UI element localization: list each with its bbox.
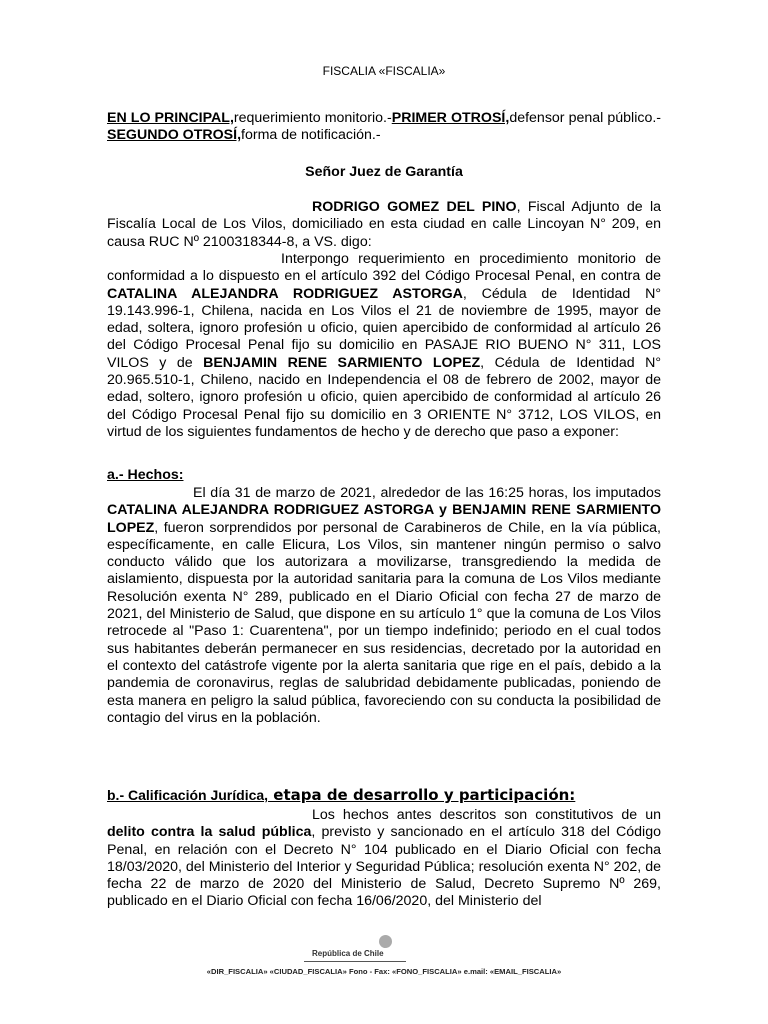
section-a-paragraph [107, 485, 661, 727]
calificacion-text-1: Los hechos antes descritos son constitutivos de un [312, 807, 661, 823]
otrosi2-label: SEGUNDO OTROSÍ, [107, 127, 242, 144]
hechos-text-2: , fueron sorprendidos por personal de Carabineros de Chile, en la vía pública, específicamente, en calle Elicura, Los Vilos, sin mantener ningún permiso o salvo conducto válido que los autorizara a movilizarse, transgrediendo la medida de aislamiento, dispuesta por la autoridad sanitaria para la comuna de Los Vilos mediante Resolución exenta N° 289, publicado en el Diario Oficial con fecha 27 de marzo de 2021, del Ministerio de Salud, que dispone en su artículo 1° que la comuna de Los Vilos retrocede al "Paso 1: Cuarentena", por un tiempo indefinido; periodo en el cual todos sus habitantes deberán permanecer en sus residencias, decretado por la autoridad en el contexto del catástrofe vigente por la alerta sanitaria que rige en el país, debido a la pandemia de coronavirus, reglas de salubridad debidamente publicadas, poniendo de esta manera en peligro la salud pública, favoreciendo con su conducta la posibilidad de contagio del virus en la población. [107, 519, 661, 726]
hechos-heading: a.- Hechos: [107, 467, 184, 483]
calificacion-text-2: , previsto y sancionado en el artículo 318 del Código Penal, en relación con el Decreto N° 104 publicado en el Diario Oficial con fecha 18/03/2020, del Ministerio del Interior y Seguridad Pública; resolución exenta N° 202, de fecha 22 de marzo de 2020 del Ministerio de Salud, Decreto Supremo Nº 269, publicado en el Diario Oficial con fecha 16/06/2020, del Ministerio del [107, 824, 661, 910]
prosecutor-name: RODRIGO GOMEZ DEL PINO [312, 199, 517, 215]
section-b-heading [107, 786, 661, 804]
accused-2-name: BENJAMIN RENE SARMIENTO LOPEZ [203, 354, 481, 371]
footer-address: «DIR_FISCALIA» «CIUDAD_FISCALIA» Fono - Fax: «FONO_FISCALIA» e.mail: «EMAIL_FISCALIA» [206, 967, 562, 976]
hechos-text-1: El día 31 de marzo de 2021, alrededor de las 16:25 horas, los imputados [193, 485, 661, 501]
petition-paragraph [107, 251, 661, 441]
footer-divider [304, 961, 406, 962]
etapa-heading: etapa de desarrollo y participación: [268, 786, 576, 804]
section-a-heading [107, 467, 661, 484]
otrosi1-label: PRIMER OTROSÍ, [391, 110, 510, 126]
hechos-names: CATALINA ALEJANDRA RODRIGUEZ ASTORGA y BENJAMIN RENE SARMIENTO LOPEZ [107, 502, 661, 536]
principal-text: requerimiento monitorio.- [233, 110, 392, 126]
republica-logo [312, 935, 402, 963]
otrosi1-text: defensor penal público.- [509, 110, 661, 126]
intro-text: , Fiscal Adjunto de la Fiscalía Local de Los Vilos, domiciliado en esta ciudad en calle Lincoyan N° 209, en causa RUC Nº 2100318344-8, a VS. digo: [107, 199, 662, 250]
accused-1-name: CATALINA ALEJANDRA RODRIGUEZ ASTORGA [107, 285, 463, 302]
petition-text-1: Interpongo requerimiento en procedimiento monitorio de conformidad a lo dispuesto en el artículo 392 del Código Procesal Penal, en contra de [107, 251, 661, 285]
petition-text-3: , Cédula de Identidad N° 20.965.510-1, Chileno, nacido en Independencia el 08 de febrero de 2002, mayor de edad, soltero, ignoro profesión u oficio, quien apercibido de conformidad al artículo 26 del Código Procesal Penal fijo su domicilio en 3 ORIENTE N° 3712, LOS VILOS, en virtud de los siguientes fundamentos de hecho y de derecho que paso a exponer: [107, 354, 661, 440]
logo-text: República de Chile [312, 949, 384, 958]
petition-text-2: , Cédula de Identidad N° 19.143.996-1, Chilena, nacida en Los Vilos el 21 de noviembre de 1995, mayor de edad, soltera, ignoro profesión u oficio, quien apercibido de conformidad al artículo 26 del Código Procesal Penal fijo su domicilio en PASAJE RIO BUENO N° 311, LOS VILOS y de [107, 285, 661, 371]
section-b-paragraph [107, 807, 661, 911]
calificacion-heading: b.- Calificación Jurídica, [107, 787, 269, 803]
crime-name: delito contra la salud pública [107, 824, 312, 841]
principal-label: EN LO PRINCIPAL, [107, 110, 234, 126]
addressee-title: Señor Juez de Garantía [305, 164, 463, 180]
otrosi2-text: forma de notificación.- [241, 127, 381, 144]
intro-paragraph [107, 199, 661, 251]
summary-paragraph [107, 110, 661, 145]
logo-emblem-icon [379, 935, 392, 948]
page-header: FISCALIA «FISCALIA» [322, 64, 446, 78]
